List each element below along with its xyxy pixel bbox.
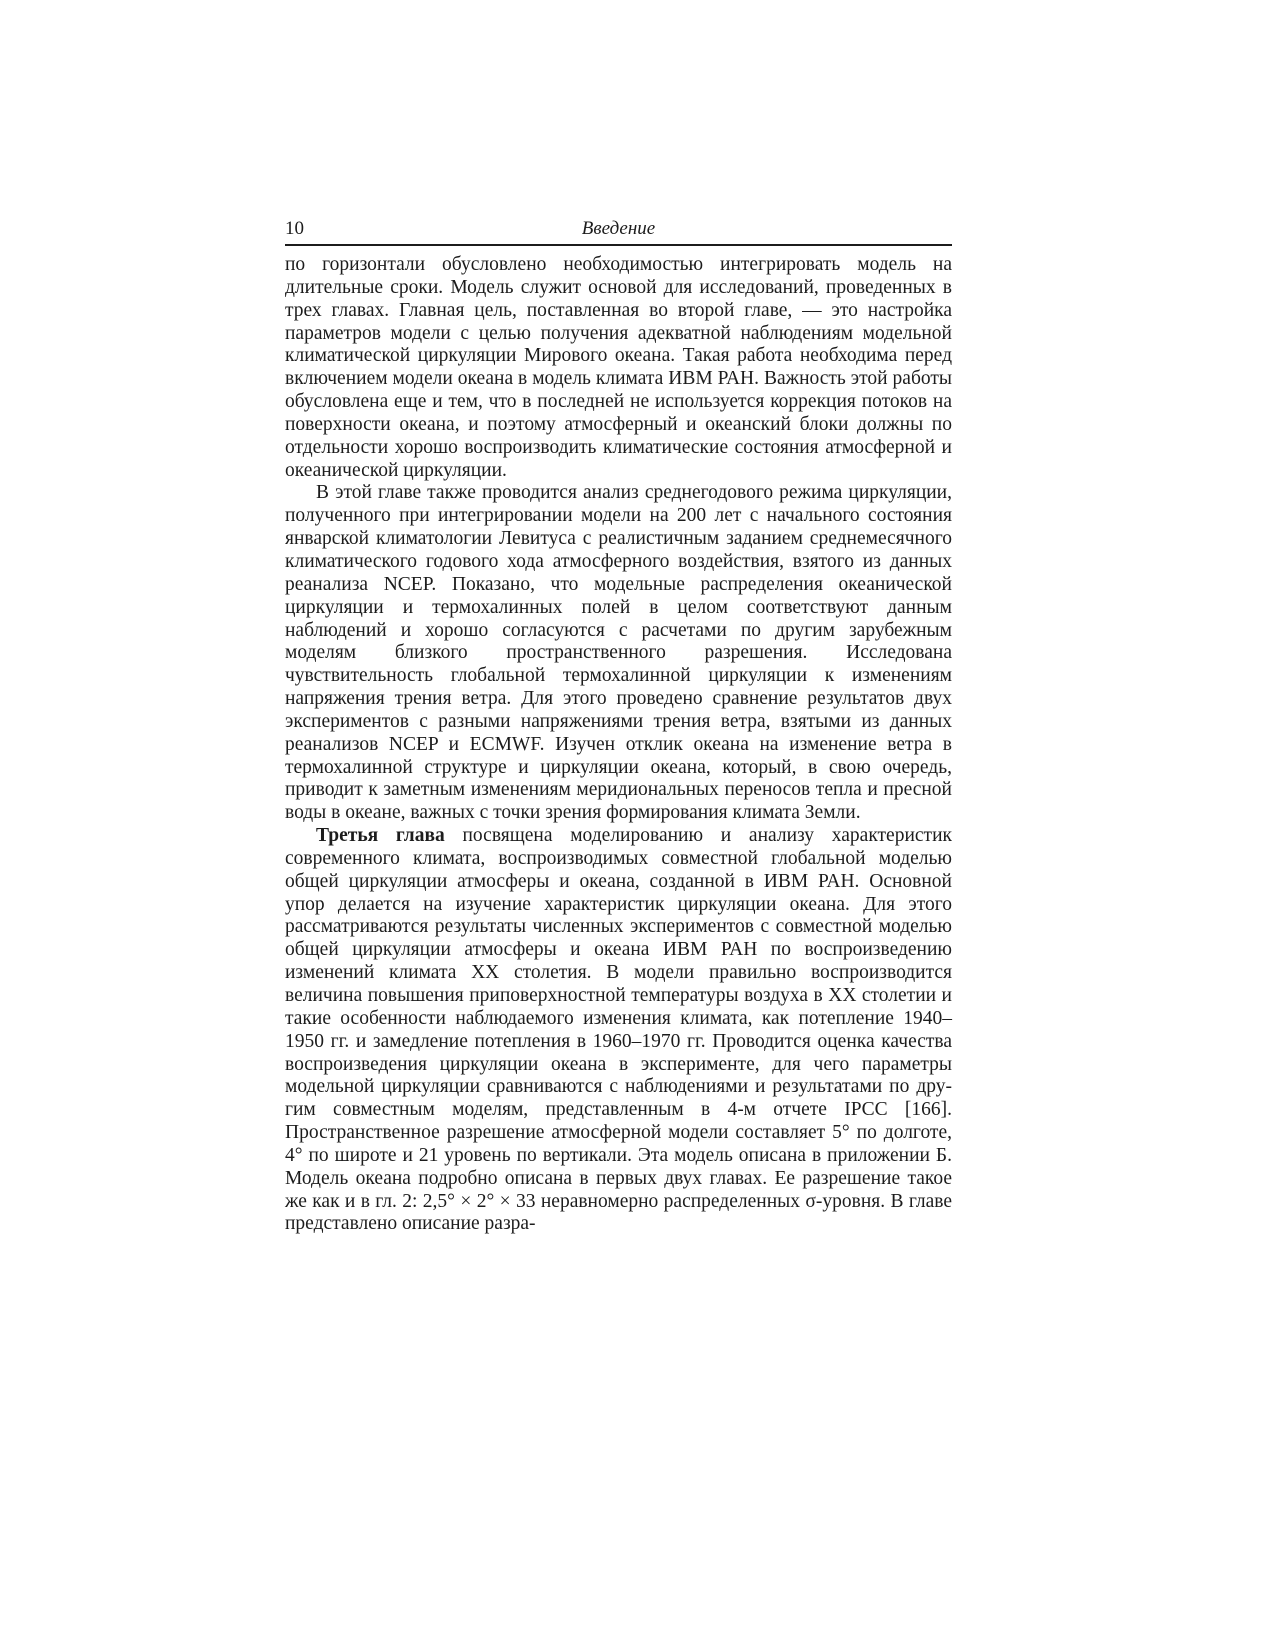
chapter-lead: Третья глава xyxy=(316,825,445,847)
page-number: 10 xyxy=(285,218,304,239)
section-title: Введение xyxy=(581,218,656,239)
book-page xyxy=(285,218,952,1236)
paragraph-text: посвящена моделированию и анализу характеристик современного климата, воспроизводимых совместной глобальной моделью общей циркуляции атмосферы и океана, созданной в ИВМ РАН. Основной упор делается на изучение характеристик циркуляции океана. Для этого рассматриваются результаты численных экспериментов с совместной моделью общей циркуляции атмосферы и океана ИВМ РАН по воспроизведению изменений климата XX столетия. В модели правильно воспроизводится величина повышения приповерхностной температуры воздуха в XX столетии и такие особенности наблюдаемого изменения климата, как потепление 1940–1950 гг. и замедление потепления в 1960–1970 гг. Проводится оценка качества воспроизведения циркуляции океана в эксперименте, для чего параметры модельной циркуляции сравниваются с наблюдениями и результатами по другим совместным моделям, представленным в 4-м отчете IPCC [166]. Пространственное разрешение атмосферной модели составляет 5° по долготе, 4° по широте и 21 уровень по вертикали. Эта модель описана в приложении Б. Модель океана подробно описана в первых двух главах. Ее разрешение такое же как и в гл. 2: 2,5° × 2° × 33 неравномерно распределенных σ-уровня. В главе представлено описание разра- xyxy=(285,825,952,1235)
paragraph-third-chapter xyxy=(285,825,952,1236)
running-head xyxy=(285,218,952,246)
paragraph-continuation xyxy=(285,254,952,482)
body-text xyxy=(285,254,952,1236)
paragraph-text: по горизонтали обусловлено необходимостью интегрировать модель на длительные сроки. Модель служит основой для исследований, проведенных в трех главах. Главная цель, поставленная во второй главе, — это настройка параметров модели с целью получения адекватной наблюдениям модельной климатической циркуляции Мирового океана. Такая работа необходима перед включением модели океана в модель климата ИВМ РАН. Важность этой работы обусловлена еще и тем, что в последней не используется коррекция потоков на поверхности океана, и поэтому атмосферный и океанский блоки должны по отдельности хорошо воспроизводить климатические состояния атмосферной и океанической циркуляции. xyxy=(285,254,952,481)
paragraph xyxy=(285,482,952,825)
paragraph-text: В этой главе также проводится анализ среднегодового режима циркуляции, полученного при интегрировании модели на 200 лет с начального состояния январской климатологии Левитуса с реалистичным заданием среднемесячного климатического годового хода атмосферного воздействия, взятого из данных реанализа NCEP. Показано, что модельные распределения океанической циркуляции и термохалинных полей в целом соответствуют данным наблюдений и хорошо согласуются с расчетами по другим зарубежным моделям близкого пространственного разрешения. Исследована чувствительность глобальной термохалинной циркуляции к изменениям напряжения трения ветра. Для этого проведено сравнение результатов двух экспериментов с разными напряжениями трения ветра, взятыми из данных реанализов NCEP и ECMWF. Изучен отклик океана на изменение ветра в термохалинной структуре и циркуляции океана, который, в свою очередь, приводит к заметным изменениям меридиональных переносов тепла и пресной воды в океане, важных с точки зрения формирования климата Земли. xyxy=(285,482,952,824)
